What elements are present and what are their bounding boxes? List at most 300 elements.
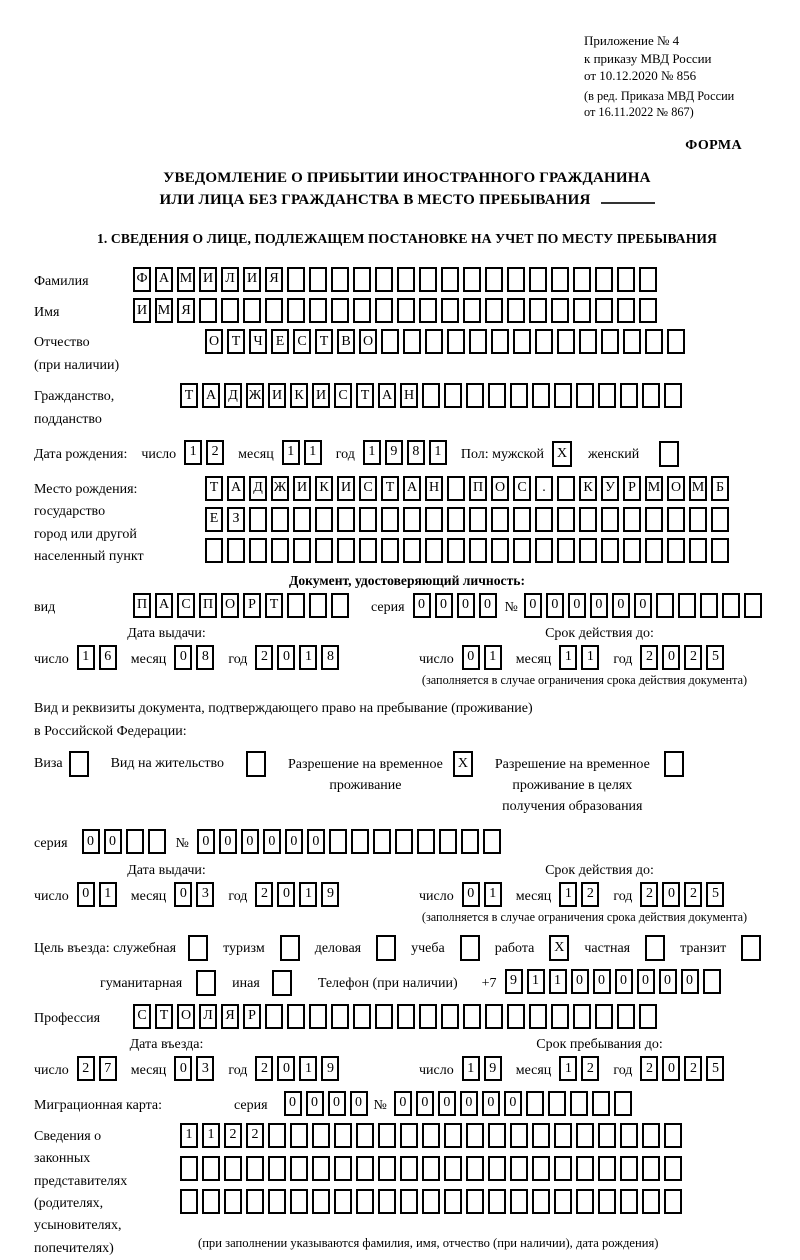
cell[interactable] — [532, 1189, 550, 1214]
cell[interactable] — [645, 507, 663, 532]
cell[interactable] — [356, 1189, 374, 1214]
cell[interactable]: 2 — [684, 1056, 702, 1081]
cell[interactable]: Т — [315, 329, 333, 354]
cell[interactable] — [592, 1091, 610, 1116]
cell[interactable] — [639, 298, 657, 323]
cell[interactable]: 1 — [180, 1123, 198, 1148]
cell[interactable] — [700, 593, 718, 618]
cell[interactable]: 9 — [484, 1056, 502, 1081]
cell[interactable] — [397, 1004, 415, 1029]
cell[interactable] — [510, 1123, 528, 1148]
cell[interactable]: С — [359, 476, 377, 501]
cell[interactable] — [491, 538, 509, 563]
cell[interactable] — [268, 1123, 286, 1148]
cell[interactable]: 0 — [197, 829, 215, 854]
cell[interactable]: Я — [221, 1004, 239, 1029]
cell[interactable]: О — [221, 593, 239, 618]
cell[interactable] — [268, 1189, 286, 1214]
cell[interactable] — [293, 538, 311, 563]
cell[interactable] — [246, 1189, 264, 1214]
cell[interactable]: 1 — [299, 1056, 317, 1081]
cell[interactable] — [532, 383, 550, 408]
cell[interactable] — [488, 383, 506, 408]
cell[interactable] — [601, 329, 619, 354]
cell[interactable]: 0 — [277, 645, 295, 670]
cell[interactable]: А — [155, 593, 173, 618]
cell[interactable]: А — [378, 383, 396, 408]
cell[interactable]: Ж — [271, 476, 289, 501]
cell[interactable] — [667, 538, 685, 563]
cell[interactable] — [309, 298, 327, 323]
cell[interactable]: 9 — [505, 969, 523, 994]
cell[interactable]: 1 — [304, 440, 322, 465]
cell[interactable] — [359, 507, 377, 532]
cell[interactable] — [403, 507, 421, 532]
cell[interactable] — [513, 507, 531, 532]
cell[interactable] — [395, 829, 413, 854]
cell[interactable] — [623, 538, 641, 563]
cell[interactable]: 0 — [637, 969, 655, 994]
cell[interactable]: 0 — [277, 1056, 295, 1081]
cell[interactable]: 1 — [363, 440, 381, 465]
cell[interactable]: И — [243, 267, 261, 292]
cell[interactable] — [620, 1123, 638, 1148]
cell[interactable] — [359, 538, 377, 563]
cell[interactable]: . — [535, 476, 553, 501]
cell[interactable]: А — [403, 476, 421, 501]
cell[interactable]: С — [177, 593, 195, 618]
cell[interactable]: О — [359, 329, 377, 354]
cell[interactable]: Д — [224, 383, 242, 408]
cell[interactable]: П — [133, 593, 151, 618]
cell[interactable] — [554, 1189, 572, 1214]
cell[interactable]: 2 — [255, 882, 273, 907]
cell[interactable] — [529, 298, 547, 323]
cell[interactable] — [205, 538, 223, 563]
cell[interactable] — [331, 298, 349, 323]
cell[interactable] — [180, 1156, 198, 1181]
cell[interactable] — [309, 593, 327, 618]
purpose-sluzhebnaya-checkbox[interactable] — [188, 935, 208, 961]
cell[interactable] — [488, 1189, 506, 1214]
cell[interactable] — [353, 298, 371, 323]
cell[interactable]: 0 — [462, 645, 480, 670]
cell[interactable] — [422, 1123, 440, 1148]
cell[interactable] — [334, 1189, 352, 1214]
purpose-ucheba-checkbox[interactable] — [460, 935, 480, 961]
cell[interactable] — [664, 1189, 682, 1214]
cell[interactable]: П — [469, 476, 487, 501]
cell[interactable]: И — [312, 383, 330, 408]
cell[interactable] — [331, 1004, 349, 1029]
cell[interactable]: 0 — [350, 1091, 368, 1116]
cell[interactable]: 0 — [277, 882, 295, 907]
cell[interactable] — [419, 1004, 437, 1029]
purpose-rabota-checkbox[interactable]: X — [549, 935, 569, 961]
cell[interactable] — [620, 1189, 638, 1214]
cell[interactable] — [573, 298, 591, 323]
cell[interactable] — [403, 538, 421, 563]
cell[interactable] — [595, 267, 613, 292]
cell[interactable] — [639, 267, 657, 292]
cell[interactable] — [375, 267, 393, 292]
cell[interactable] — [639, 1004, 657, 1029]
purpose-chastnaya-checkbox[interactable] — [645, 935, 665, 961]
cell[interactable]: И — [293, 476, 311, 501]
cell[interactable]: 8 — [321, 645, 339, 670]
cell[interactable] — [422, 383, 440, 408]
cell[interactable] — [400, 1123, 418, 1148]
cell[interactable] — [711, 538, 729, 563]
cell[interactable]: Б — [711, 476, 729, 501]
temp-permit-checkbox[interactable]: X — [453, 751, 473, 777]
cell[interactable]: Н — [425, 476, 443, 501]
cell[interactable] — [667, 507, 685, 532]
cell[interactable]: 0 — [174, 645, 192, 670]
cell[interactable]: 0 — [568, 593, 586, 618]
cell[interactable]: 0 — [662, 645, 680, 670]
cell[interactable]: М — [177, 267, 195, 292]
cell[interactable] — [573, 267, 591, 292]
cell[interactable] — [334, 1156, 352, 1181]
cell[interactable]: Т — [227, 329, 245, 354]
cell[interactable]: И — [268, 383, 286, 408]
cell[interactable] — [488, 1123, 506, 1148]
cell[interactable]: 1 — [99, 882, 117, 907]
cell[interactable] — [334, 1123, 352, 1148]
cell[interactable] — [287, 1004, 305, 1029]
cell[interactable] — [664, 383, 682, 408]
cell[interactable] — [466, 1189, 484, 1214]
cell[interactable]: 0 — [681, 969, 699, 994]
cell[interactable]: 2 — [684, 645, 702, 670]
cell[interactable] — [557, 329, 575, 354]
cell[interactable] — [595, 298, 613, 323]
cell[interactable]: 0 — [104, 829, 122, 854]
cell[interactable] — [463, 267, 481, 292]
cell[interactable] — [466, 1123, 484, 1148]
cell[interactable] — [403, 329, 421, 354]
sex-female-checkbox[interactable] — [659, 441, 679, 467]
cell[interactable] — [466, 383, 484, 408]
purpose-delovaya-checkbox[interactable] — [376, 935, 396, 961]
cell[interactable] — [469, 329, 487, 354]
cell[interactable] — [570, 1091, 588, 1116]
cell[interactable] — [397, 267, 415, 292]
cell[interactable] — [579, 329, 597, 354]
cell[interactable] — [535, 507, 553, 532]
cell[interactable]: 5 — [706, 882, 724, 907]
cell[interactable] — [331, 267, 349, 292]
cell[interactable] — [356, 1156, 374, 1181]
cell[interactable] — [507, 267, 525, 292]
cell[interactable] — [287, 593, 305, 618]
cell[interactable]: О — [205, 329, 223, 354]
cell[interactable] — [576, 1156, 594, 1181]
cell[interactable]: Я — [265, 267, 283, 292]
cell[interactable] — [620, 1156, 638, 1181]
cell[interactable] — [312, 1123, 330, 1148]
cell[interactable]: 3 — [196, 1056, 214, 1081]
cell[interactable] — [243, 298, 261, 323]
cell[interactable] — [469, 507, 487, 532]
cell[interactable]: К — [315, 476, 333, 501]
cell[interactable]: 0 — [285, 829, 303, 854]
cell[interactable]: В — [337, 329, 355, 354]
cell[interactable] — [199, 298, 217, 323]
cell[interactable] — [623, 507, 641, 532]
cell[interactable] — [614, 1091, 632, 1116]
cell[interactable]: 0 — [394, 1091, 412, 1116]
cell[interactable]: 0 — [571, 969, 589, 994]
cell[interactable]: К — [290, 383, 308, 408]
cell[interactable]: 0 — [328, 1091, 346, 1116]
cell[interactable] — [485, 298, 503, 323]
cell[interactable]: 0 — [241, 829, 259, 854]
cell[interactable] — [268, 1156, 286, 1181]
cell[interactable]: 0 — [457, 593, 475, 618]
cell[interactable]: 0 — [307, 829, 325, 854]
cell[interactable]: 2 — [684, 882, 702, 907]
cell[interactable] — [551, 267, 569, 292]
cell[interactable]: 0 — [263, 829, 281, 854]
cell[interactable]: 1 — [581, 645, 599, 670]
cell[interactable] — [249, 507, 267, 532]
cell[interactable] — [576, 1123, 594, 1148]
cell[interactable] — [221, 298, 239, 323]
cell[interactable] — [293, 507, 311, 532]
cell[interactable] — [485, 267, 503, 292]
cell[interactable] — [461, 829, 479, 854]
cell[interactable] — [529, 1004, 547, 1029]
cell[interactable] — [554, 383, 572, 408]
cell[interactable] — [353, 1004, 371, 1029]
cell[interactable] — [513, 538, 531, 563]
cell[interactable] — [271, 507, 289, 532]
sex-male-checkbox[interactable]: X — [552, 441, 572, 467]
cell[interactable]: 0 — [659, 969, 677, 994]
cell[interactable] — [463, 1004, 481, 1029]
cell[interactable] — [351, 829, 369, 854]
cell[interactable]: 1 — [559, 645, 577, 670]
cell[interactable]: 1 — [549, 969, 567, 994]
cell[interactable] — [532, 1156, 550, 1181]
cell[interactable] — [551, 298, 569, 323]
cell[interactable]: У — [601, 476, 619, 501]
cell[interactable]: 2 — [581, 882, 599, 907]
cell[interactable]: 0 — [174, 882, 192, 907]
cell[interactable] — [664, 1156, 682, 1181]
cell[interactable]: 5 — [706, 1056, 724, 1081]
cell[interactable] — [441, 267, 459, 292]
cell[interactable] — [271, 538, 289, 563]
cell[interactable] — [598, 1123, 616, 1148]
cell[interactable] — [439, 829, 457, 854]
cell[interactable] — [535, 329, 553, 354]
cell[interactable]: 0 — [524, 593, 542, 618]
cell[interactable] — [202, 1156, 220, 1181]
cell[interactable]: 0 — [174, 1056, 192, 1081]
cell[interactable]: 8 — [196, 645, 214, 670]
cell[interactable]: 5 — [706, 645, 724, 670]
cell[interactable]: О — [177, 1004, 195, 1029]
cell[interactable] — [378, 1189, 396, 1214]
cell[interactable] — [312, 1189, 330, 1214]
cell[interactable] — [265, 298, 283, 323]
cell[interactable] — [290, 1156, 308, 1181]
cell[interactable]: Т — [205, 476, 223, 501]
cell[interactable]: 0 — [662, 1056, 680, 1081]
cell[interactable]: 1 — [184, 440, 202, 465]
cell[interactable]: М — [155, 298, 173, 323]
cell[interactable] — [337, 538, 355, 563]
cell[interactable] — [507, 1004, 525, 1029]
cell[interactable] — [488, 1156, 506, 1181]
cell[interactable] — [444, 1189, 462, 1214]
cell[interactable] — [642, 383, 660, 408]
purpose-turizm-checkbox[interactable] — [280, 935, 300, 961]
cell[interactable] — [315, 538, 333, 563]
cell[interactable]: Ж — [246, 383, 264, 408]
cell[interactable] — [667, 329, 685, 354]
cell[interactable] — [507, 298, 525, 323]
cell[interactable] — [309, 1004, 327, 1029]
cell[interactable] — [601, 538, 619, 563]
cell[interactable] — [703, 969, 721, 994]
cell[interactable] — [356, 1123, 374, 1148]
cell[interactable] — [744, 593, 762, 618]
cell[interactable]: 7 — [99, 1056, 117, 1081]
cell[interactable] — [447, 329, 465, 354]
cell[interactable]: Л — [221, 267, 239, 292]
cell[interactable] — [419, 267, 437, 292]
cell[interactable] — [378, 1156, 396, 1181]
cell[interactable]: С — [293, 329, 311, 354]
cell[interactable]: Л — [199, 1004, 217, 1029]
cell[interactable] — [554, 1123, 572, 1148]
cell[interactable] — [287, 298, 305, 323]
cell[interactable] — [378, 1123, 396, 1148]
cell[interactable]: 3 — [196, 882, 214, 907]
cell[interactable]: 0 — [479, 593, 497, 618]
cell[interactable]: О — [667, 476, 685, 501]
cell[interactable]: 0 — [435, 593, 453, 618]
cell[interactable] — [337, 507, 355, 532]
cell[interactable] — [381, 538, 399, 563]
cell[interactable] — [623, 329, 641, 354]
cell[interactable]: А — [155, 267, 173, 292]
cell[interactable] — [645, 329, 663, 354]
cell[interactable]: 6 — [99, 645, 117, 670]
cell[interactable]: 0 — [612, 593, 630, 618]
cell[interactable]: М — [645, 476, 663, 501]
cell[interactable] — [491, 507, 509, 532]
cell[interactable]: 2 — [224, 1123, 242, 1148]
cell[interactable]: 1 — [559, 1056, 577, 1081]
cell[interactable]: 0 — [593, 969, 611, 994]
cell[interactable] — [309, 267, 327, 292]
cell[interactable] — [373, 829, 391, 854]
cell[interactable]: К — [579, 476, 597, 501]
cell[interactable] — [510, 1156, 528, 1181]
cell[interactable]: И — [133, 298, 151, 323]
cell[interactable] — [535, 538, 553, 563]
cell[interactable]: Т — [180, 383, 198, 408]
cell[interactable] — [548, 1091, 566, 1116]
cell[interactable]: Т — [265, 593, 283, 618]
cell[interactable]: 0 — [662, 882, 680, 907]
cell[interactable] — [425, 538, 443, 563]
cell[interactable] — [290, 1123, 308, 1148]
cell[interactable]: А — [202, 383, 220, 408]
cell[interactable] — [579, 507, 597, 532]
visa-checkbox[interactable] — [69, 751, 89, 777]
cell[interactable]: 1 — [462, 1056, 480, 1081]
cell[interactable] — [601, 507, 619, 532]
cell[interactable]: Т — [155, 1004, 173, 1029]
residence-permit-checkbox[interactable] — [246, 751, 266, 777]
cell[interactable] — [711, 507, 729, 532]
cell[interactable]: Н — [400, 383, 418, 408]
cell[interactable] — [645, 538, 663, 563]
cell[interactable]: 0 — [634, 593, 652, 618]
purpose-tranzit-checkbox[interactable] — [741, 935, 761, 961]
cell[interactable] — [689, 538, 707, 563]
cell[interactable] — [312, 1156, 330, 1181]
cell[interactable]: А — [227, 476, 245, 501]
cell[interactable] — [573, 1004, 591, 1029]
cell[interactable]: О — [491, 476, 509, 501]
cell[interactable] — [576, 1189, 594, 1214]
cell[interactable] — [202, 1189, 220, 1214]
cell[interactable]: Р — [243, 1004, 261, 1029]
cell[interactable] — [148, 829, 166, 854]
cell[interactable] — [526, 1091, 544, 1116]
cell[interactable] — [400, 1189, 418, 1214]
cell[interactable]: С — [334, 383, 352, 408]
cell[interactable]: Ч — [249, 329, 267, 354]
cell[interactable] — [419, 298, 437, 323]
cell[interactable] — [510, 383, 528, 408]
cell[interactable] — [689, 507, 707, 532]
cell[interactable]: 0 — [306, 1091, 324, 1116]
cell[interactable] — [529, 267, 547, 292]
cell[interactable]: 1 — [559, 882, 577, 907]
cell[interactable]: 1 — [429, 440, 447, 465]
cell[interactable] — [375, 298, 393, 323]
cell[interactable] — [265, 1004, 283, 1029]
cell[interactable]: И — [337, 476, 355, 501]
cell[interactable] — [483, 829, 501, 854]
cell[interactable] — [246, 1156, 264, 1181]
cell[interactable] — [444, 383, 462, 408]
cell[interactable] — [579, 538, 597, 563]
cell[interactable] — [425, 507, 443, 532]
cell[interactable]: Р — [243, 593, 261, 618]
purpose-inaya-checkbox[interactable] — [272, 970, 292, 996]
cell[interactable] — [466, 1156, 484, 1181]
cell[interactable] — [447, 507, 465, 532]
cell[interactable] — [444, 1123, 462, 1148]
cell[interactable]: 2 — [640, 882, 658, 907]
cell[interactable]: 9 — [321, 882, 339, 907]
cell[interactable]: 0 — [416, 1091, 434, 1116]
cell[interactable]: 2 — [246, 1123, 264, 1148]
cell[interactable]: С — [133, 1004, 151, 1029]
temp-permit-edu-checkbox[interactable] — [664, 751, 684, 777]
cell[interactable]: 1 — [299, 882, 317, 907]
cell[interactable] — [722, 593, 740, 618]
